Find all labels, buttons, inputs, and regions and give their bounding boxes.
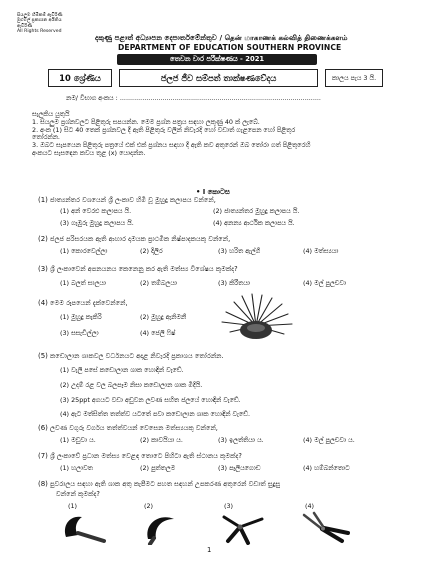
option: (4) මල් පුලචවා [303, 279, 347, 287]
option: (2) [144, 502, 154, 510]
question-number: (6) [38, 424, 48, 432]
option: (4) ඇට මත්සිත්ත තත්ත්ව යටතේ පවා කඩොලාන ශාක හොඳින් වැඩේ. [60, 410, 250, 418]
rights-block [17, 13, 77, 35]
rights-line-3: All Rights Reserved [17, 29, 62, 35]
option: (1) බලත් සාලයා [60, 279, 107, 287]
option: (1) කොරවෙල්ලා [60, 247, 108, 255]
option: (2) උදම් රළ වල බලපෑම නිසා කඩොලාන ශාක මිදියි. [60, 381, 203, 389]
question-6 [38, 424, 218, 433]
option: (3) [224, 502, 234, 510]
option: (1) මුහුදු කැකිරි [60, 313, 102, 321]
option: (3) 25ppt අගයට වඩා අඩුවන ලවණ සහිත ජලයේ හොඳින් වැඩේ. [60, 396, 241, 404]
option: (3) හරිත ඇල්ගී [218, 247, 261, 255]
pruning-knife-icon [60, 511, 108, 545]
question-number: (5) [38, 352, 48, 360]
option: (4) මල් පුලචවා ය. [303, 436, 355, 444]
question-text: ලවණ වගුරු වර්ගය තත්ත්වයන් වෙසෙන මත්ස්‍යයකු වන්නේ, [50, 424, 218, 432]
instruction-item: 1. සියලුම ප්‍රශ්නවලට පිළිතුරු සපයන්න. මෙම ප්‍රශ්න පත්‍රය සඳහා ලකුණු 40 ක් ලැබේ. [32, 117, 260, 126]
option: (4) හම්බන්තොට [303, 464, 350, 472]
secateurs-icon [218, 511, 268, 545]
instructions-heading: සැලකිය යුතුයි [32, 110, 70, 118]
duration-label: කාලය පැය 3 යි. [331, 74, 377, 82]
question-2 [38, 235, 230, 244]
question-text: ජලජ පරිසරයක ඇති ආහාර දාමයක ප්‍රාථමික නිෂ්පාදකයකු වන්නේ, [50, 235, 231, 243]
question-text: කඩොලාන ශාකවල වර්ධනයට අදාළ නිවැරදි ප්‍රකාශය තෝරන්න. [50, 352, 224, 360]
option: (3) ගැඹුරු මුහුදු කලාපය යි. [60, 219, 134, 227]
question-3 [38, 265, 238, 274]
option: (4) මත්ස්‍යයා [303, 247, 339, 255]
grade-label: 10 ශ්‍රේණිය [59, 73, 101, 83]
option: (1) වැලි පසේ කඩොලාන ශාක හොඳින් වැඩේ. [60, 366, 184, 374]
instruction-item: තෝරන්න. [32, 133, 60, 142]
option: (1) අන් වෙරළු කලාපය යි. [60, 207, 132, 215]
question-number: (7) [38, 452, 48, 460]
question-number: (2) [38, 235, 48, 243]
question-5 [38, 352, 224, 361]
instruction-item: 2. අංක (1) සිට 40 තෙක් ප්‍රශ්නවල දී ඇති පිළිතුරු වලින් නිවැරදි හෝ වඩාත් ගැළපෙන හෝ පිළිතුර [32, 125, 296, 134]
question-1 [38, 196, 216, 205]
option: (3) සසැඩිල්ලා [60, 329, 99, 337]
question-number: (1) [38, 196, 48, 204]
question-number: (3) [38, 265, 48, 273]
option: (1) මඩුවා ය. [60, 436, 96, 444]
question-7 [38, 452, 242, 461]
question-4 [38, 299, 128, 308]
option: (2) කාවයියා ය. [140, 436, 183, 444]
option: (2) දිලිර [140, 247, 163, 255]
option: (2) පුත්තලම [140, 464, 176, 472]
option: (1) [68, 502, 78, 510]
sea-anemone-image [214, 292, 298, 346]
question-text: පුවරාලය සඳහා ඇති ශාක අතු කැපීමට පහත සඳහන් උපකරණ අතුරෙන් වඩාත් සුදුසු [50, 480, 281, 488]
question-text-cont: වන්නේ කුමක්ද? [56, 490, 100, 498]
exam-title: තෙවන වාර පරීක්ෂණය - 2021 [169, 55, 265, 63]
question-text: ශ්‍රී ලංකාවෙන් අපනයනය කෙනෙනු කර ඇති මත්ස්‍ය විශේෂය කුමක්ද? [50, 265, 238, 273]
question-8 [38, 480, 280, 489]
rights-line-1: සියලුම හිමිකම් ඇවිරිණි [17, 13, 63, 18]
option: (4) [305, 502, 315, 510]
option: (2) තම්බලයා [140, 279, 178, 287]
page-number: 1 [207, 546, 212, 554]
option: (2) මුහුදු ඇනිමනී [140, 313, 187, 321]
option: (1) හලාවත [60, 464, 93, 472]
question-number: (8) [38, 480, 48, 488]
option: (3) කිරීතයා [218, 279, 251, 287]
instruction-item: අංකයට සැසඳෙන කවය තුළ (x) යොදන්න. [32, 148, 146, 157]
option: (4) අනන්‍ය ආර්ථික කලාපය යි. [213, 219, 295, 227]
question-text: ශ්‍රී ලංකාවේ ප්‍රධාන මත්ස්‍ය වෙළඳ තොටෙ පිහිටා ඇති ස්ථානය කුමක්ද? [50, 452, 242, 460]
part-label: • I කොටස [196, 188, 230, 196]
question-text: මෙම රූපයෙන් දැක්වෙන්නේ, [50, 299, 128, 307]
option: (3) ඉලත්තියා ය. [218, 436, 264, 444]
rights-line-2: මුළුමල් ප්‍රකාශන අයිතිය ඇවිරිණි [17, 18, 62, 29]
instructions [32, 111, 310, 158]
instruction-item: 3. ඔබට සැපයෙන පිළිතුරු පත්‍රයේ එක් එක් ප්‍රශ්නය සඳහා දී ඇති කව අතුරෙන් ඔබ තෝරා ගත් පිළිතුරෙහි [32, 141, 311, 150]
option: (3) පෑලියගොඩ [218, 464, 261, 472]
sickle-icon [140, 511, 188, 545]
option: (4) ජෙලි ෆිෂ් [140, 329, 176, 337]
question-number: (4) [38, 299, 48, 307]
subject-label: ජලජ ජීව සම්පත් තාක්ෂණවේදය [160, 73, 277, 83]
hedge-shears-icon [296, 511, 352, 545]
question-text: ජාත්‍යන්තර වශයෙන් ශ්‍රී ලංකාව හිමි වූ මුහුදු කලාපය වන්නේ, [50, 196, 216, 204]
option: (2) ජාත්‍යන්තර මුහුදු කලාපය යි. [213, 207, 300, 215]
name-line: නම/ විභාග අංකය : ................................................................................................... [66, 94, 321, 102]
dept-title-sinhala: දකුණු පළාත් අධ්‍යාපන දෙපාර්තමේන්තුව / தென் மாகாணக் கல்வித் திணைக்களம் [95, 33, 348, 42]
dept-title-english: DEPARTMENT OF EDUCATION SOUTHERN PROVINCE [118, 43, 342, 52]
